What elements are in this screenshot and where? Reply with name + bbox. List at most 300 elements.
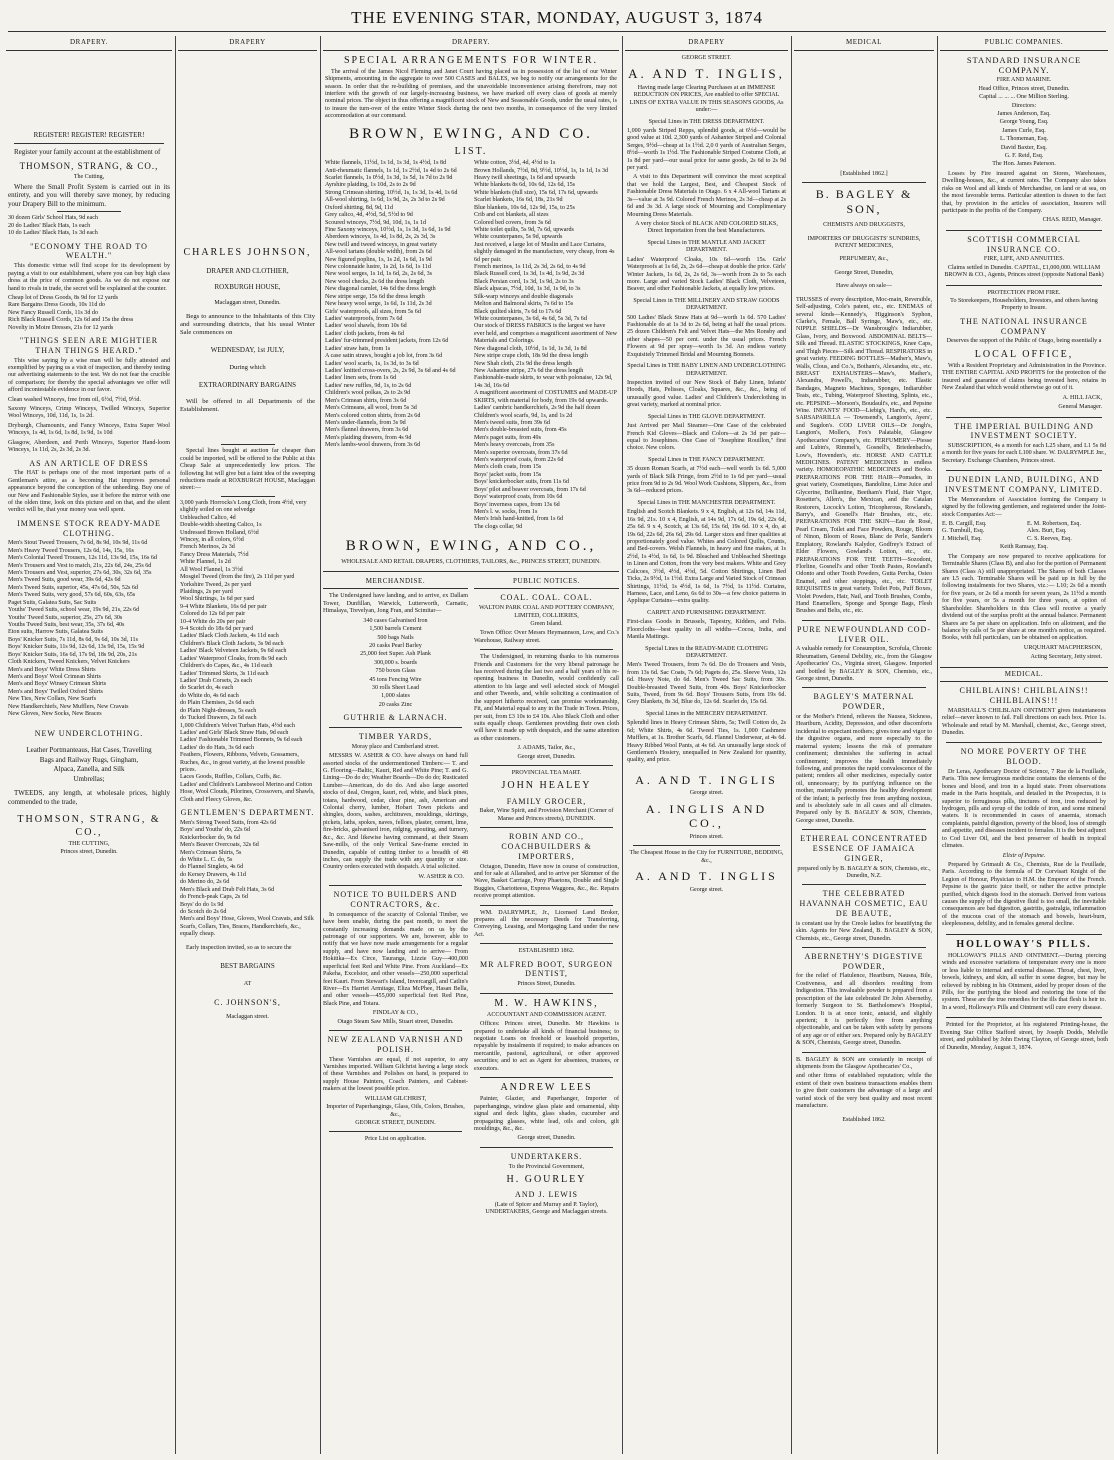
national-text-2: With a Resident Proprietary and Administration in the Province. THE ENTIRE CAPITAL AND PROFITS for the protection of the insured and guarantee of claims being invested here, retains in New Zealand that which would otherwise go out of it. <box>942 362 1106 392</box>
list-item: Youths' Tweed Suits, superior, 25s, 27s 6d, 30s <box>8 614 123 621</box>
list-item: New colonnaide lustre, 1s 2d, 1s 6d, 1s 11d <box>325 264 431 271</box>
list-item: New Ashantee stripe, 27s 6d the dress length <box>474 367 584 374</box>
list-item: Children's Black Cloth Jackets, 3s 9d each <box>180 640 284 647</box>
carpet-dept-heading: CARPET AND FURNISHING DEPARTMENT. <box>647 609 766 616</box>
list-item: Rich Black Russell Cords, 12s 6d and 15s the dress <box>8 317 134 324</box>
mercery-dept-heading: Special Lines in the MERCERY DEPARTMENT. <box>645 710 768 717</box>
list-item: A case satin straws, bought a job lot, from 3s 6d <box>325 353 443 360</box>
walton-sub: Green Island. <box>530 620 563 627</box>
havannah-text: is constant use by the Creole ladies for beautifying the skin. Agents for New Zealand, B. BAGLEY & SON, Chemists, etc., George street, Dunedin. <box>796 920 932 942</box>
article-heading: AS AN ARTICLE OF DRESS <box>29 458 149 468</box>
price-list-right <box>474 160 617 531</box>
list-item: 1,500 barrels Cement <box>369 626 422 633</box>
firm-address: The Cutting, <box>73 173 105 180</box>
list-item: Ladies' Drab Corsets, 2s each <box>180 678 253 684</box>
list-item: George Young, Esq. <box>999 119 1049 126</box>
list-item: Men's Colonial Tweed Trousers, 12s 11d, 13s 9d, 15s, 16s 6d <box>8 555 157 562</box>
list-item: New stripe crape cloth, 18s 9d the dress length <box>474 353 588 360</box>
list-item: Fancy Dress Materials, 7½d <box>180 551 249 558</box>
list-item: Glasgow, Aberdeen, and Perth Winceys, Superior Hand-loom Winceys, 1s 11d, 2s, 2s 3d, 2s 3d. <box>8 439 170 454</box>
list-item: Men's Irish hand-knitted, from 1s 6d <box>474 516 564 523</box>
list-item: White blankets (full size), 15s 6d, 17s 6d, upwards <box>474 189 598 196</box>
inglis-sig-2-address: Princes street. <box>689 834 724 841</box>
list-item: Boys' Knicker Suits, 11s 9d, 12s 6d, 13s 9d, 15s, 15s 9d <box>8 644 145 651</box>
grocer-heading: FAMILY GROCER, <box>506 796 587 806</box>
list-item: 340 cases Galvanised Iron <box>363 617 428 624</box>
special-text: The arrival of the James Nicol Fleming and Janet Court having placed us in possession of the list of our Winter Shipments, amounting in the aggregate to over 500 CASES and BALES, we beg to notify our arrangements for the season. In order that the re-building of premises, and the unavoidable inconvenience arising therefrom, may not interfere with the growth of our largely-increasing business, we have marked off every class of goods at merely nominal prices. The object in thus offering a magnificent stock of New and Seasonable Goods, under the usual rates, is to insure the turn-over of the entire Winter Stock during the next two months, in consequence of the very limited accommodation at our command. <box>325 68 617 120</box>
standard-signature: CHAS. REID, Manager. <box>1042 217 1102 224</box>
list-item: Ayrshire plaiding, 1s 10d, 2s to 2s 9d <box>325 182 416 189</box>
list-item: All-wool shirting, 1s 6d, 1s 9d, 2s, 2s 3d to 2s 9d <box>325 197 445 204</box>
bagley-established-footer: Established 1862. <box>842 1116 886 1123</box>
list-item: Youths' Tweed Suits, school wear, 19s 9d, 21s, 22s 6d <box>8 607 140 614</box>
list-item: Boys' inverness capes, from 13s 6d <box>474 501 560 508</box>
best-bargains: BEST BARGAINS <box>220 962 275 971</box>
bagley-perfumery: PERFUMERY, &c., <box>839 256 889 263</box>
column-drapery-4 <box>625 36 788 1454</box>
list-item: White counterpanes, 3s 6d, 4s 6d, 5s 3d, 7s 6d <box>474 316 587 323</box>
inglis-signature-1: A. AND T. INGLIS <box>635 772 778 787</box>
price-list-left <box>325 160 468 531</box>
maternal-heading: BAGLEY'S MATERNAL POWDER, <box>813 692 915 712</box>
millinery-dept-heading: Special Lines in THE MILLINERY AND STRAW GOODS DEPARTMENT. <box>633 297 780 312</box>
list-item: Men's Tweed Suits, superior, 45s, 47s 6d, 50s, 52s 6d <box>8 584 138 591</box>
list-item: Children's wool scarfs, 9d, 1s, and 1s 2d <box>474 412 573 419</box>
standard-sub: FIRE AND MARINE. <box>996 77 1052 84</box>
gentlemen-heading: GENTLEMEN'S DEPARTMENT. <box>180 808 315 818</box>
tea-heading: PROVINCIAL TEA MART. <box>511 770 582 777</box>
list-item: 9-4 White Blankets, 16s 6d per pair <box>180 603 267 610</box>
list-item: Heavy twill sheetings, 1s 6d and upwards <box>474 175 576 181</box>
list-item: Men's Stout Tweed Trousers, 7s 6d, 8s 9d, 10s 9d, 11s 6d <box>8 540 148 547</box>
list-item: Ladies' and Girls' Black Straw Hats, 9d each <box>180 729 289 736</box>
list-item: New wool checks, 2s 6d the dress length <box>325 278 425 285</box>
list-item: Anti-rheumatic flannels, 1s 1d, 1s 2½d, 1s 4d to 2s 6d <box>325 167 457 174</box>
list-item: Our stock of DRESS FABRICS is the largest we have ever held, and comprises a magnificent assortment of New Materials and Colorings. <box>474 323 617 345</box>
at-text: AT <box>243 980 252 987</box>
during-text: During which <box>229 363 266 371</box>
list-item: Melton and Balmoral skirts, 7s 6d to 15s <box>474 301 574 308</box>
column-drapery-2 <box>178 36 317 1454</box>
abernethy-text: for the relief of Flatulence, Heartburn, Nausea, Bile, Costiveness, and all disorders resulting from Indigestion. This invaluable powder is prepared from a prescription of the late celebrated Dr John Abernethy, formerly Surgeon to St. Bartholomew's Hospital, London. It is at once tonic, antacid, and slightly aperient; it is perfectly free from anything objectionable, and can be taken with safety by persons of any age or of either sex. Prepared only by BAGLEY & SON, Chemists, George street, Dunedin. <box>796 973 932 1047</box>
list-item: Paget Suits, Galatea Suits, Sac Suits <box>8 599 97 606</box>
scottish-heading: SCOTTISH COMMERCIAL INSURANCE CO. <box>967 234 1081 254</box>
mantle-dept-text: Ladies' Waterproof Cloaks, 10s 6d—worth 15s. Girls' Waterproofs at 1s 6d, 2s, 2s 6d—cheap at double the price. Girls' Winter Jackets, 1s 6d, 2s, 2s 6d, 3s—worth from 2s to 5s each more. Large and varied Stock Ladies' Black Cloth, Velveteen, Beaver, and other Fashionable Jackets, at equally low prices. <box>627 256 786 293</box>
list-item: Just received, a large lot of Muslin and Lace Curtains, slightly damaged in the manufacture, very cheap, from 4s 6d per pair. <box>474 241 615 263</box>
list-item: Boys' jacket suits, from 15s <box>474 471 542 478</box>
imperial-heading: THE IMPERIAL BUILDING AND INVESTMENT SOCIETY. <box>954 421 1094 441</box>
list-item: Plaidings, 2s per yard <box>180 588 233 595</box>
millinery-dept-text: 500 Ladies' Black Straw Hats at 9d—worth 1s 6d. 570 Ladies' Fashionable do at 1s 3d to 2s 6d, being at half the usual prices. 25 dozen Children's Felt and Velvet Hats—the Mrs Ronsby and other shapes—50 per cent. under the usual prices. French Flowers at 9d per spray—worth 1s 3d. An endless variety Exquisitely Trimmed Bridal and Mourning Bonnets. <box>627 314 786 358</box>
list-item: Men's flannel drawers, from 3s 6d <box>325 427 409 434</box>
list-item: 30 rolls Sheet Lead <box>371 685 420 692</box>
fancy-dept-heading: Special Lines in THE FANCY DEPARTMENT. <box>648 456 765 463</box>
list-item: 1,000 slates <box>381 693 410 700</box>
list-item: do White L. C. do, 5s <box>180 857 233 864</box>
list-item: Ladies' wool shawls, from 10s 6d <box>325 323 407 330</box>
hawkins-text: Offices: Princes street, Dunedin. Mr Hawkins is prepared to undertake all kinds of financial business; to negotiate Loans on freehold or leasehold properties, repayable by instalments if required; to make advances on mercantile, pastoral, agricultural, or other approved securities; and to act as Agent for absentees, trustees, or executors. <box>474 1021 619 1072</box>
list-item: Men's Tweed Suits, very good, 57s 6d, 60s, 63s, 65s <box>8 592 136 599</box>
list-item: James Curle, Esq. <box>1002 127 1046 134</box>
economy-heading: "ECONOMY THE ROAD TO WEALTH." <box>30 241 148 261</box>
maternal-text: or the Mother's Friend, relieves the Nausea, Sickness, Heartburn, Acidity, Depression, and other discomforts incidental to expectant mothers; gives tone and vigor to the digestive organs, and more especially to the maternal system; lessens the risk of premature confinement; diminishes the suffering in actual confinement; improves the health immediately following, and promotes the rapid convalescence of the patient; renders all other medicines, especially castor oil, unnecessary; by its purifying influence on the mother, materially promotes the healthy development of the infant; is perfectly free from anything noxious, and is absolutely safe in all cases and all climates. Prepared only by B. BAGLEY & SON, Chemists, George street, Dunedin. <box>796 713 932 824</box>
list-item: New diagonal camlet, 14s 6d the dress length <box>325 286 436 293</box>
list-item: Colored bed covers, from 3s 6d <box>474 219 551 226</box>
list-item: do White do, 4s 6d each <box>180 692 239 699</box>
notice-heading: NOTICE TO BUILDERS AND CONTRACTORS, &c. <box>333 890 458 910</box>
list-item: All-wool tartans (double width), from 2s 6d <box>325 249 432 256</box>
list-item: do Scotch do 2s 6d <box>180 908 227 915</box>
list-item: do French-peak Caps, 2s 6d <box>180 894 248 901</box>
abernethy-heading: ABERNETHY'S DIGESTIVE POWDER, <box>804 951 924 971</box>
timber-sub: Moray place and Cumberland street. <box>351 743 440 750</box>
national-heading: THE NATIONAL INSURANCE COMPANY <box>960 316 1088 336</box>
list-item: Boys' and Youths' do, 22s 6d <box>180 827 251 834</box>
dress-goods-list <box>8 295 170 332</box>
firm-name: THOMSON, STRANG, & CO., <box>19 160 159 171</box>
list-item: Clean washed Winceys, free from oil, 6½d, 7½d, 9½d. <box>8 396 141 403</box>
boot-heading: MR ALFRED BOOT, SURGEON DENTIST, <box>479 959 614 979</box>
robin-heading: ROBIN AND CO., COACHBUILDERS & IMPORTERS, <box>501 832 592 861</box>
scottish-sub: FIRE, LIFE, AND ANNUITIES. <box>983 256 1065 263</box>
adams-address: George street, Dunedin. <box>517 753 576 760</box>
list-item: Men's and Boys' Wool Crimean Shirts <box>8 673 101 680</box>
masthead-rule <box>8 31 1106 32</box>
bagley-importers: IMPORTERS OF DRUGGISTS' SUNDRIES, PATENT MEDICINES, <box>807 235 921 250</box>
lees-address: George street, Dunedin. <box>517 1135 576 1142</box>
list-item: Ladies' knitted cross-overs, 2s, 2s 9d, 3s 6d and 4s 6d <box>325 367 456 374</box>
list-item: Ladies' waterproofs, from 7s 6d <box>325 316 403 323</box>
list-item: Scarlet blankets, 16s 6d, 18s, 21s 9d <box>474 197 563 204</box>
list-item: 10-4 White do 20s per pair <box>180 618 246 625</box>
bagley-closing-text: and other firms of established reputation; while the extent of their own business transactions enables them to give their customers the advantage of a large and varied stock of the very best quality and most recent manufacture. <box>796 1073 932 1110</box>
merchandise-column <box>323 575 468 1218</box>
list-item: Ladies' Fashionable Trimmed Bonnets, 9s 6d each <box>180 737 303 744</box>
gilchrist-signature: WILLIAM GILCHRIST, <box>364 1095 427 1102</box>
holloway-ad <box>942 939 1106 1013</box>
list-item: Saxony Winceys, Crimp Winceys, Twilled Winceys, Superior Wool Winceys, 10d, 11d, 1s, 1s 2d. <box>8 406 170 420</box>
list-item: do Flannel Singlets, 4s 6d <box>180 864 244 871</box>
bagley-ad <box>796 171 932 1124</box>
list-item: do Plain Chemises, 2s 6d each <box>180 700 255 707</box>
column-public-companies <box>940 36 1108 1454</box>
list-item: Leather Portmanteaus, Hat Cases, Travelling <box>26 746 152 755</box>
list-item: J. Mitchell, Esq. <box>942 535 982 542</box>
list-item: Ladies' Black Cloth Jackets, 4s 11d each <box>180 633 279 640</box>
list-item: Men's under-flannels, from 3s 9d <box>325 419 406 426</box>
list-item: Boys' knickerbocker suits, from 11s 6d <box>474 479 569 486</box>
list-item: Eton suits, Harrow Suits, Galatea Suits <box>8 629 103 636</box>
price-list-note: Price List on application. <box>364 1136 427 1143</box>
register-heading: REGISTER! REGISTER! REGISTER! <box>33 130 145 139</box>
list-item: Children's wool polkas, 2s to 2s 9d <box>325 390 411 397</box>
list-item: Black quilted skirts, 7s 6d to 17s 6d <box>474 308 562 315</box>
list-item: New diagonal cloth, 10½d, 1s 1d, 1s 3d, 1s 8d <box>474 345 587 352</box>
list-item: The clogs collar, 9d <box>474 523 523 530</box>
johnson-list <box>180 500 315 804</box>
lewis-text: (Late of Spicer and Murray and P. Taylor), UNDERTAKERS, George and Maclaggan streets. <box>485 1201 608 1216</box>
merchandise-heading: MERCHANDISE. <box>323 575 468 590</box>
inglis-ad <box>627 55 786 895</box>
register-intro: Register your family account at the establishment of <box>14 148 161 157</box>
findlay-text: In consequence of the scarcity of Colonial Timber, we have been unable, during the past month, to meet the constantly increasing demands made on us by the patronage of our supporters. We are, however, able to notify that we have now made arrangements for a regular supply, and have now landing and to arrive— From Hokitika—Ex Circe, Tauranga, Lizzie Guy—400,000 superficial feet Red and White Pine. From Auckland—Ex Pakeha, Excelsior, and other vessels—250,000 superficial feet Kauri. From Stewart's Island, Invercargill, and Catlin's River—Ex Harriet Armitage, Eliza McPhee, Hasan Bella, and other vessels—455,000 superficial feet Red Pine, Black Pine, and Totara. <box>323 911 468 1007</box>
list-item: White toilet quilts, 5s 9d, 7s 6d, upwards <box>474 226 574 233</box>
johnson-ad <box>180 247 315 1022</box>
dunedin-signature: URQUHART MACPHERSON, <box>1023 644 1102 651</box>
ginger-heading: ETHEREAL CONCENTRATED ESSENCE OF JAMAICA GINGER, <box>800 834 928 863</box>
national-text: Deserves the support of the Public of Otago, being essentially a <box>946 338 1102 345</box>
list-item: Aberdeen winceys, 1s 4d, 1s 8d, 2s, 2s 3d, 3s <box>325 234 436 241</box>
list-item: White flannels, 11½d, 1s 1d, 1s 3d, 1s 4½d, 1s 8d <box>325 160 447 167</box>
national-signature: A. HILL JACK, <box>1062 394 1102 401</box>
list-item: Mosgiel Tweed (from the fire), 2s 11d per yard <box>180 574 295 581</box>
cheapest-house-text: The Cheapest House in the City for FURNITURE, BEDDING, &c., <box>629 850 784 864</box>
dress-dept-heading: Special Lines in THE DRESS DEPARTMENT. <box>648 118 765 125</box>
list-item: Boys' Knicker Suits, 7s 11d, 8s 6d, 9s 6d, 10s 3d, 11s <box>8 636 138 643</box>
standard-insurance-ad <box>942 55 1106 225</box>
list-item: The Hon. James Paterson. <box>992 161 1056 168</box>
list-item: Double-width sheeting Calico, 1s <box>180 522 262 529</box>
blood-text: Dr Leras, Apothecary Doctor of Science, 7 Rue de la Feuillade, Paris. This new ferruginous medicine contains the elements of the bones and blood, and iron in a liquid state. From observations made in the Paris hospitals, and detailed in the Prospectus, it is superior to ferruginous pills, tinctures of iron, iron reduced by hydrogen, pills and syrup of the iodide of iron, and some mineral waters. It is recommended in cases of anaemia, stomach complaints, painful digestion, poverty of the blood, loss of strength and appetite, and diseases incident to females. It is the best adjunct to Cod Liver Oil, and the best preserver of health in tropical climates. <box>942 768 1106 850</box>
directors-heading: Directors: <box>1011 102 1037 109</box>
inglis-signature-3: A. AND T. INGLIS <box>635 869 778 884</box>
holloway-text: HOLLOWAY'S PILLS AND OINTMENT.—During piercing winds and excessive variations of temperature every one is more or less liable to internal and external disease. Throat, chest, liver, bowels, kidneys, and skin, all suffer in some degree, but may be relieved by rubbing in his Ointment, aided by proper doses of the Pills, for the purifying the blood and restoring the tone of the system. These are the true remedies for the ills that flesh is heir to. In a word, Holloway's Pills and Ointment will cure every disease. <box>942 952 1106 1011</box>
walton-text: Town Office: Over Messrs Heymannson, Low, and Co.'s Warehouse, Railway street. <box>474 630 619 644</box>
guthrie-signature: GUTHRIE & LARNACH. <box>343 713 448 723</box>
thomson-strang-ad <box>8 131 170 857</box>
list-item: 1,000 Children's Velvet Turban Hats, 4½d each <box>180 722 295 729</box>
lewis-name: AND J. LEWIS <box>515 1190 578 1200</box>
brown-ewing-ad <box>325 55 617 566</box>
list-item: New Gloves, New Socks, New Braces <box>8 711 102 718</box>
list-item: New heavy wool serge, 1s 6d, 1s 11d, 2s 3d <box>325 301 432 308</box>
list-item: do Plain Night-dresses, 5s each <box>180 707 257 714</box>
list-item: Youths Tweed Suits, best wear, 35s, 37s 6d, 40s <box>8 622 125 629</box>
list-item: E. B. Cargill, Esq. <box>942 521 987 528</box>
list-item: Men's and Boys' Winsey Crimean Shirts <box>8 681 107 688</box>
inglis-sig-3-address: George street. <box>689 886 724 893</box>
newspaper-title: THE EVENING STAR, MONDAY, AUGUST 3, 1874 <box>351 8 763 27</box>
ready-made-dept-heading: Special Lines in the READY-MADE CLOTHING DEPARTMENT. <box>645 645 768 659</box>
johnson-address: Maclaggan street, Dunedin. <box>214 299 281 306</box>
pepsine-text: Prepared by Grimault & Co., Chemists, Rue de la Feuillade, Paris. According to the formula of Dr Corvisart Knight of the Legion of Honour, Physician to H.M. the Emperor of the French. Pepsine is the gastric juice itself, or rather the active principle purified, which digests food in the stomach. Derived from various causes the supply of the digestive fluid is too small, the inevitable consequences are bad digestion, gastritis, gastralgia, inflammation of the mucous coat of the stomach and bowels, heart-burn, sleeplessness, debility, and in females general decline. <box>942 861 1106 928</box>
list-item: Scoured winceys, 7½d, 9d, 10d, 1s, 1s 1d <box>325 219 427 226</box>
list-item: Men's and Boys' Hose, Gloves, Wool Cravats, and Silk Scarfs, Collars, Ties, Braces, Handkerchiefs, &c., equally cheap. <box>180 916 314 938</box>
manchester-dept-text: English and Scotch Blankets. 9 x 4, English, at 12s 6d, 14s 11d, 16s 9d, 21s. 10 x 4, English, at 14s 9d, 17s 6d, 19s 6d, 22s 6d, 25s 6d. 9 x 4, Scotch, at 13s 6d, 15s 6d, 19s 6d. 10 x 4, do, at 19s 6d, 22s 6d, 26s 6d, 29s 6d. Larger sizes and finer qualities at proportionately good value. Whites and Colored Quilts, Counts, and Bed-covers. Welsh Flannels, in heavy and fine makes, at 1s 2½d, 1s 4½d, 1s 6d, 1s 9d. Bleached and Unbleached Sheetings in Linen and Cotton, from the very best makers. White and Grey Calicoes, 3½d, 4½d, 4½d, 5d. Cotton Shirtings, Linen Bed Ticks, 2s 9½d, 1s 1½d. Extra Large and Varied Stock of Crimean Shirtings, 11½d, 1s 4½d, 1s 6d, 1s 7½d, 1s 11½d. Curtains, Harness, Lace, and Leno, 6s 6d to 30s—a few choice patterns in Applique Curtains—extra quality. <box>627 509 786 605</box>
list-item: Men's Strong Tweed Suits, from 42s 6d <box>180 819 277 826</box>
list-item: C. S. Reeves, Esq. <box>1027 535 1072 542</box>
list-item: Cheap lot of Dress Goods, 8s 9d for 12 yards <box>8 294 119 301</box>
list-item: Yorkshire Tweed, 2s per yard <box>180 581 252 588</box>
list-item: 20 do Ladies' Black Hats, 1s each <box>8 222 91 229</box>
list-item: Feathers, Flowers, Ribbons, Velvets, Gossamers, Ruches, &c., in great variety, at the lowest possible prices. <box>180 752 305 774</box>
special-lines-text: Special lines bought at auction far cheaper than could be imported, will be offered to the Public at this Cheap Sale at unprecedentedly low prices. The following list will give but a faint idea of the sweeping reductions made at ROXBURGH HOUSE, Maclaggan street:— <box>180 448 315 492</box>
list-item: Black Persian cord, 1s 3d, 1s 9d, 2s to 3s <box>474 278 574 285</box>
johnson-name: CHARLES JOHNSON, <box>183 246 312 258</box>
list-item: Men's plaiding drawers, from 4s 9d <box>325 434 412 441</box>
silks-text: A very choice Stock of BLACK AND COLORED SILKS, Direct Importation from the best Manufacturers. <box>635 220 778 235</box>
adams-text: The Undersigned, in returning thanks to his numerous Friends and Customers for the very liberal patronage he has received during the last two and a half years of his re-opening business in Dunedin, would confidently call attention to his large and well selected stock of Mosgiel and other Tweeds, and, while soliciting a continuation of the support hitherto received, can promise workmanship, Fit, and Material equal to any in the Trade in Town. Prices, per suit, from £3 10s to £4 10s. Also Black Cloth and other suits equally cheap. Gentlemen providing their own cloth will have it made up with despatch, and the same attention as other customers. <box>474 654 619 742</box>
clothing-heading: IMMENSE STOCK READY-MADE CLOTHING. <box>17 518 161 538</box>
list-item: Keith Ramsay, Esq. <box>999 544 1048 551</box>
column-drapery-3 <box>323 36 619 1454</box>
things-heading: "THINGS SEEN ARE MIGHTIER THAN THINGS HEARD." <box>19 336 159 355</box>
chilblain-text: MARSHALL'S CHILBLAIN OINTMENT gives instantaneous relief—never known to fail. Full directions on each box. Price 1s. Wholesale and retail by M. Marshall, chemist, &c., George street, Dunedin. <box>942 707 1106 736</box>
dunedin-names <box>942 521 1106 543</box>
ready-made-dept-text: Men's Tweed Trousers, from 7s 6d. Do do Trousers and Vests, from 13s 6d. Sac Coats, 7s 6d; Pagets do, 25s. Sleeve Vests, 12s 6d. Heavy Note, do 6d. Men's Tweed Sac Suits, from 30s. Double-breasted Tweed Suits, from 40s. Boys' Knickerbocker Suits, Tweed, from 9s 6d. Boys' Trousers Suits, from 19s 6d. Grey Blankets, 8s 3d, Blue do, 12s 6d. Scarlet do, 15s 6d. <box>627 662 786 706</box>
list-item: Grey calico, 4d, 4½d, 5d, 5½d to 9d <box>325 212 413 219</box>
list-item: Men's Black and Drab Felt Hats, 3s 6d <box>180 886 275 893</box>
bagley-list: TRUSSES of every description, Moc-main, Reversible, Self-adjusting, Cole's patent, etc., etc. ENEMAS of several kinds—Kennedy's, Higginson's Syphon, Clarke's, Female, Ball Syringe, Maw's, etc., etc. NIPPLE SHIELDS—Dr Wansbrough's Indiarubber, Glass, Ivory, and Boxwood. ABDOMINAL BELTS—Silk and Thread. ELASTIC STOCKINGS, Knee Caps, and Thigh Pieces—Silk and Thread. RESPIRATORS in great variety. FEEDING BOTTLES—Mather's, Maw's, Walls, Clous, and Co.'s, Botham's, Alexandra, etc., etc. BREAST EXHAUSTERS—Maw's, Mather's, Alexandra, Powell's, Indiarubber, etc. Elastic Bandages, Magneto Machines, Sponges, Indiarubber Teats, etc., Tubing, Waterproof Sheeting, Splints, etc., etc. PEPSINE—Morson's, Boudault's, etc., and Pepsine Wine. INFANTS' FOOD—Liebig's, Hard's, etc., etc. SARSAPARILLA — Townsend's, Langton's, Ayers', and Sugdon's. COD LIVER OILS—Dr Jongh's, Langton's, Moller's, Fox's Palatable, Glasgow Apothecaries' Company's, etc. PERFUMERY—Piesse and Lubin's, Rimmel's, Gosnell's, Briedenbach's, Low's, Hovenden's, etc. HORSE AND CATTLE MEDICINES. PATENT MEDICINES in endless variety. HOMOEOPATHIC MEDICINES and Books. PREPARATIONS FOR THE HAIR—Pomades, in great variety, Cosmetiques, Bandoline, Lime Juice and Glycerine, Brilliantine, Beetham's Fluid, Hair Vigor, Rosetter's, Allen's, the Mexican, and the Catalan Restorers, Locock's Lotion, Tricopherous, Rowland's, Barry's, and Gosnell's Hair Brushes, etc., etc. PREPARATIONS FOR THE SKIN—Eau de Rosé, Pearl Cream, Toilet and Face Powders, Rouge, Bloom of Ninon, Bloom of Roses, Blanc de Perle, Sander's Emplatory, Rowland's Kalydor, Godfrey's Extract of Elder Flowers, Gowland's Lotion, etc., etc. PREPARATIONS FOR THE TEETH—Sozodont, Florline, Gosnell's and other Tooth Pastes, Rowland's Odonto and other Tooth Powders, Gutta Percha, Osteo Enamel, and other stoppings, etc., etc. TOILET REQUISITES in great variety. Toilet Pots, Puff Boxes, Violet Powders, Hair, Nail, and Tooth Brushes, Combs, Hand Enamellers, Sponge and Sponge Bags, Flesh Brushes and Belts, etc., etc. <box>796 296 932 615</box>
inglis-intro: Having made large Clearing Purchases at an IMMENSE REDUCTION ON PRICES, Are enabled to offer SPECIAL LINES OF EXTRA VALUE IN THIS SEASON'S GOODS, As under:— <box>629 84 784 114</box>
list-item: Men's double-breasted suits, from 45s <box>474 427 567 434</box>
list-item: Ladies' do do Hats, 3s 6d each <box>180 744 255 751</box>
list-item: 750 boxes Glass <box>375 668 416 675</box>
list-item: Men's lambs-wool drawers, from 3s 6d <box>325 442 421 449</box>
undertakers-sub: To the Provincial Government, <box>508 1163 585 1170</box>
list-item: Colored do 12s 6d per pair <box>180 611 246 618</box>
list-item: Boys' do do 1s 9d <box>180 901 224 908</box>
list-item: French Merinos, 2s 3d <box>180 544 235 551</box>
list-item: Blue blankets, 10s 6d, 12s 9d, 15s, to 25s <box>474 204 575 211</box>
inglis-top: GEORGE STREET. <box>681 54 732 61</box>
dalrymple-text: WM. DALRYMPLE, Jr., Licensed Land Broker, prepares all the necessary Deeds for Transferring, Conveying, Leasing, and Mortgaging Land under the new Act. <box>474 909 619 938</box>
list-item: Ladies' Trimmed Skirts, 3s 11d each <box>180 670 269 677</box>
findlay-signature: FINDLAY & CO., <box>372 1010 419 1017</box>
printer-imprint: Printed for the Proprietor, at his registered Printing-house, the Evening Star Office Stafford street, by Joseph Dodds, Melville street, and published by John Ewing Clayton, of George street, both of Dunedin, Monday, August 3, 1874. <box>940 1022 1108 1051</box>
list-item: Men's and Boys' Twilled Oxford Shirts <box>8 688 103 695</box>
list-item: Ladies' new ruffles, 9d, 1s, to 2s 6d <box>325 382 412 389</box>
list-item: Laces Goods, Ruffles, Collars, Cuffs, &c. <box>180 774 282 781</box>
list-item: New Fancy Russell Cords, 11s 3d do <box>8 309 98 316</box>
signature-address: Princes street, Dunedin. <box>60 849 118 856</box>
list-item: Black alpacas, 7½d, 10d, 1s 3d, 1s 9d, to 3s <box>474 286 581 293</box>
winceys-list <box>8 397 170 455</box>
national-insurance-ad <box>942 290 1106 412</box>
established-note: ESTABLISHED 1862. <box>518 948 575 955</box>
list-item: James Anderson, Esq. <box>997 110 1051 117</box>
johnson-sig-address: Maclaggan street. <box>226 1013 269 1020</box>
list-item: 20 casks Zinc <box>378 701 413 708</box>
dress-dept-text: 1,000 yards Striped Repps, splendid goods, at 6½d—would be good value at 10d. 2,300 yards of Ashantee Striped and Colonial Serges, 9½d—cheap at 1s 1½d. 2,0 0 yards of Australian Serges, 8½d—worth 1s 1½d. The Fashionable Striped Costume Cloth, at 1s 8d per yard—our usual price for same goods, 2s 6d to 2s 9d per yard. <box>627 127 786 172</box>
list-item: New stripe serge, 15s 6d the dress length <box>325 293 425 300</box>
column-divider <box>791 36 792 1454</box>
healey-name: JOHN HEALEY <box>501 780 592 792</box>
mercery-dept-text: Splendid lines in Heavy Crimean Shirts, 5s; Twill Cotton do, 2s 6d; White Shirts, 4s 6d. Tweed Ties, 1s. 1,000 Cashmere Mufflers, at 1s. Brother Scarfs, 6d. Flannel Underwear, at 4s 6d. Heavy Ribbed Wool Pants, at 4s 6d. An unusually large stock of Gentlemen's Hosiery, unequalled in New Zealand for quantity, quality, and price. <box>627 720 786 764</box>
list-item: Men's heavy overcoats, from 35s <box>474 442 555 449</box>
imperial-text: SUBSCRIPTION, 4s a month for each L25 share, and L1 5s 8d a month for five years for each L100 share. W. DALRYMPLE Jnr., Secretary. Exchange Chambers, Princes street. <box>942 443 1106 464</box>
walton-heading: WALTON PARK COAL AND POTTERY COMPANY, LIMITED, COLLIERIES, <box>478 605 615 619</box>
list-item: White Flannel, 1s 2d <box>180 559 231 566</box>
list-item: White blankets 8s 6d, 10s 6d, 12s 6d, 15s <box>474 182 576 189</box>
list-item: Men's l. w. socks, from 1s <box>474 508 538 515</box>
list-item: Men's Trousers and Vest to match, 21s, 22s 6d, 24s, 25s 6d <box>8 562 152 569</box>
list-item: New figured poplins, 1s, 1s 2d, 1s 6d, 1s 9d <box>325 256 432 263</box>
manchester-dept-heading: Special Lines in THE MANCHESTER DEPARTMENT. <box>637 499 776 506</box>
cod-liver-text: A valuable remedy for Consumption, Scrofula, Chronic Rheumatism, General Debility, etc., from the Glasgow Apothecaries' Co., Virginia street, Glasgow. Imported and bottled by BAGLEY & SON, Chemists, etc., George street, Dunedin. <box>796 646 932 683</box>
guthrie-text: The Undersigned have landing, and to arrive, ex Dallam Tower, Dunfillan, Warwick, Lutterworth, Carnatic, Himalaya, Trevelyan, Jong Fran, and Scimitar— <box>323 593 468 615</box>
list-item: Men's superior overcoats, from 37s 6d <box>474 449 568 456</box>
fancy-dept-text: 35 dozen Roman Scarfs, at 7½d each—well worth 1s 6d. 5,000 yards of Black Silk Fringe, from 2½d to 1s 6d per yard—usual price from 9d to 2s 9d. Wool Work Cushions, Slippers, &c., from 3s 6d—reduced prices. <box>627 466 786 495</box>
blood-ad <box>942 747 1106 928</box>
inglis-name: A. AND T. INGLIS, <box>628 65 785 81</box>
list-item: Knickerbocker do, 9s 6d <box>180 834 240 841</box>
early-text: Early inspection invited, so as to secure the <box>186 944 292 951</box>
underclothing-list <box>8 746 170 783</box>
inglis-sig-1-address: George street. <box>689 790 724 797</box>
glove-dept-heading: Special Lines in THE GLOVE DEPARTMENT. <box>647 413 766 420</box>
guthrie-list <box>323 618 468 710</box>
column-divider <box>937 36 938 1454</box>
list-item: Girls' waterproofs, all sizes, from 5s 6d <box>325 308 421 315</box>
standard-text: Losses by Fire insured against on Stores, Warehouses, Dwelling-houses, &c., at current rates. The Company also takes risks on Wool and all kinds of Merchandise, on land or at sea, on the most favorable terms. Particular attention is drawn to the fact that, by provision in the articles of association, Insurers will participate in the profits of the Company. <box>942 170 1106 214</box>
list-item: Unbleached Calico, 4d <box>180 514 236 521</box>
list-item: G. Turnbull, Esq. <box>942 528 985 535</box>
column-divider <box>175 36 176 1454</box>
list-item: Oxford shirting, 8d, 9d, 11d <box>325 204 393 211</box>
list-item: 500 bags Nails <box>377 634 414 641</box>
list-item: 25,000 feet Super. Ash Plank <box>360 651 431 658</box>
inglis-signature-2: A. INGLIS AND CO., <box>645 801 768 831</box>
bargains-text: Will be offered in all Departments of the Establishment. <box>180 398 315 414</box>
brown-ewing-footer-name: BROWN, EWING, AND CO., <box>345 538 597 555</box>
national-signature-title: General Manager. <box>1058 404 1102 411</box>
directors-list <box>942 111 1106 169</box>
price-list <box>325 160 617 531</box>
list-item: Men's Tweed Suits, good wear, 39s 6d, 42s 6d <box>8 577 121 584</box>
boot-address: Princes Street, Dunedin. <box>517 981 576 988</box>
list-item: Boys' waterproof coats, from 10s 6d <box>474 494 563 501</box>
column-drapery-1 <box>6 36 172 1454</box>
list-item: Men's Crimeans, all wool, from 5s 3d <box>325 405 417 412</box>
list-item: Men's tweed suits, from 39s 6d <box>474 419 550 426</box>
asher-text: MESSRS W. ASHER & CO. have always on hand full assorted stocks of the undermentioned Timbers:— T. and G. Flooring—Baltic, Kauri, Red and White Pine; T. and G. Lining—Do do do; Weather Boards—Do do do; Rusticated Lumber—American, do do do. And also large assorted stocks of deal, Oregon, kauri, red, white, and black pines, totara, hardwood, cedar, clear pine, ash, American and Colonial cherry, lumber, Hobart Town pickets and shingles, doors, sashes, architraves, mouldings, skirtings, pickets, laths, spokes, naves, felloes, plaster, cement, lime, fire-bricks, galvanised iron, ridging, spouting, and turnery, &c., &c. And likewise having command, at their Steam Saw-mills, of the only Vertical Saw-frame erected in Dunedin, capable of cutting timber to a breadth of 48 inches, can supply the trade with any quantity or size. Country orders executed with despatch. A trial solicited. <box>323 753 468 871</box>
signature-firm: THOMSON, STRANG, & CO., <box>17 814 161 838</box>
list-item: do Merino do, 2s 6d <box>180 879 230 886</box>
baby-dept-heading: Special Lines in THE BABY LINEN AND UNDERCLOTHING DEPARTMENT. <box>627 363 786 377</box>
timber-heading: TIMBER YARDS, <box>358 732 433 742</box>
list-item: All Wool Flannel, 1s 3½d <box>180 566 243 573</box>
list-item: New twill and tweed winceys, in great variety <box>325 241 438 248</box>
list-item: Wincey, in all colors, 6½d <box>180 536 244 543</box>
varnish-heading: NEW ZEALAND VARNISH AND POLISH. <box>327 1035 464 1054</box>
list-item: Men's Beaver Overcoats, 32s 6d <box>180 842 259 849</box>
pepsine-heading: Elixir of Pepsine. <box>1002 852 1046 859</box>
list-item: New Shah cloth, 21s 9d the dress length <box>474 360 572 367</box>
list-item: Scarlet flannels, 1s 0½d, 1s 3d, 1s 5d, 1s 7d to 2s 9d <box>325 175 453 181</box>
list-item: Black Russell cord, 1s 3d, 1s 4d, 1s 9d, 2s 3d <box>474 271 585 278</box>
asher-signature: W. ASHER & CO. <box>418 873 464 880</box>
column-heading: MEDICAL <box>794 36 934 51</box>
baby-dept-text: Inspection invited of our New Stock of Baby Linen, Infants' Hoods, Hats, Pelisses, Cloaks, Squares, &c., &c., being of unusually good value. Ladies' and Children's Underclothing in great variety, marked at nominal price. <box>627 380 786 409</box>
column-heading: DRAPERY <box>625 36 788 51</box>
list-item: David Baxter, Esq. <box>1000 144 1048 151</box>
dunedin-signature-title: Acting Secretary, Jetty street. <box>1030 654 1102 661</box>
list-item: New Ties, New Collars, New Scarfs <box>8 696 97 703</box>
list-item: Undressed Brown Holland, 6½d <box>180 529 259 536</box>
gilchrist-address: GEORGE STREET, DUNEDIN. <box>355 1119 436 1126</box>
brown-ewing-name: BROWN, EWING, AND CO. <box>349 125 593 142</box>
lees-name: ANDREW LEES <box>500 1082 593 1094</box>
list-item: Dryburgh, Chamounix, and Fancy Winceys, Extra Super Wool Winceys, 1s 4d, 1s 6d, 1s 8d, 1s 9d, 1s 10d <box>8 422 170 437</box>
coal-heading: COAL. COAL. COAL. <box>500 593 593 603</box>
signature-sub: THE CUTTING, <box>68 840 110 847</box>
public-notices-heading: PUBLIC NOTICES. <box>474 575 619 590</box>
list-item: Alpaca, Zanella, and Silk <box>53 765 125 774</box>
special-heading: SPECIAL ARRANGEMENTS FOR WINTER. <box>343 54 598 66</box>
list-item: 3,000 yards Horrocks's Long Cloth, from 4½d, very slightly soiled on one selvedge <box>180 499 307 514</box>
list-item: G. F. Reid, Esq. <box>1004 153 1044 160</box>
